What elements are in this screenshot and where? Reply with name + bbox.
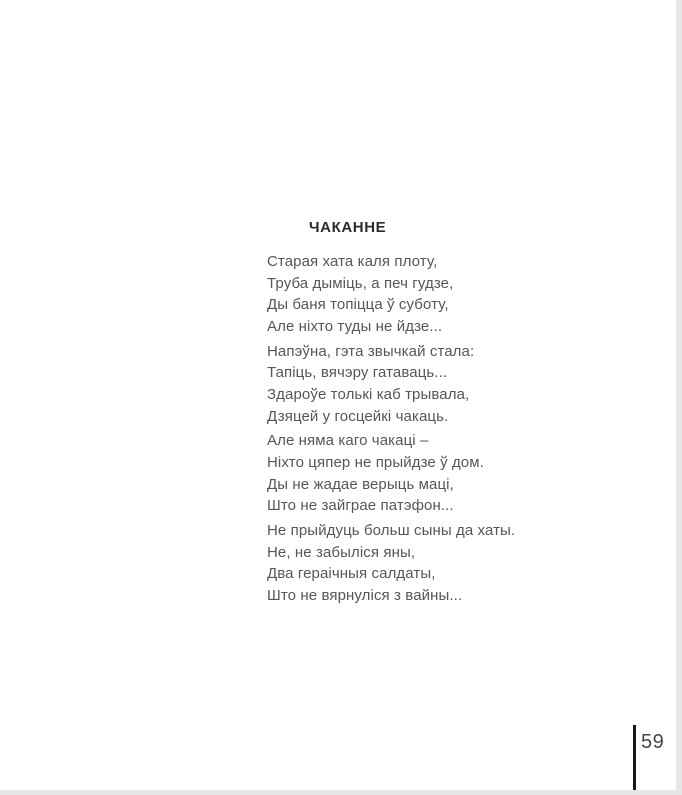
poem-line: Дзяцей у госцейкі чакаць. bbox=[267, 407, 449, 425]
poem-line: Здароўе толькі каб трывала, bbox=[267, 386, 470, 404]
page-number: 59 bbox=[641, 731, 665, 753]
page-edge-right bbox=[676, 0, 682, 795]
poem-line: Што не вярнуліся з вайны... bbox=[267, 586, 463, 604]
poem-stanza-2 bbox=[267, 341, 515, 428]
poem-line: Але няма каго чакаці – bbox=[267, 432, 429, 450]
poem-line: Труба дыміць, а печ гудзе, bbox=[267, 274, 454, 292]
poem-line: Ніхто цяпер не прыйдзе ў дом. bbox=[267, 453, 484, 471]
poem-stanza-3 bbox=[267, 430, 515, 517]
poem-line: Два гераічныя салдаты, bbox=[267, 565, 436, 583]
poem-line: Што не зайграе патэфон... bbox=[267, 497, 454, 515]
poem-line: Старая хата каля плоту, bbox=[267, 253, 438, 270]
page-number-bar bbox=[633, 725, 636, 790]
poem-line: Але ніхто туды не йдзе... bbox=[267, 318, 443, 336]
poem-body bbox=[267, 251, 515, 609]
poem-line: Не, не забыліся яны, bbox=[267, 543, 416, 561]
poem-title: ЧАКАННЕ bbox=[309, 219, 387, 236]
poem-stanza-1 bbox=[267, 251, 515, 338]
poem-line: Ды не жадае верыць маці, bbox=[267, 475, 454, 493]
poem-line: Не прыйдуць больш сыны да хаты. bbox=[267, 521, 516, 539]
poem-stanza-4 bbox=[267, 520, 515, 607]
page-edge-bottom bbox=[0, 790, 682, 795]
poem-line: Напэўна, гэта звычкай стала: bbox=[267, 342, 475, 360]
poem-line: Ды баня топіцца ў суботу, bbox=[267, 296, 449, 314]
poem-line: Тапіць, вячэру гатаваць... bbox=[267, 364, 448, 382]
